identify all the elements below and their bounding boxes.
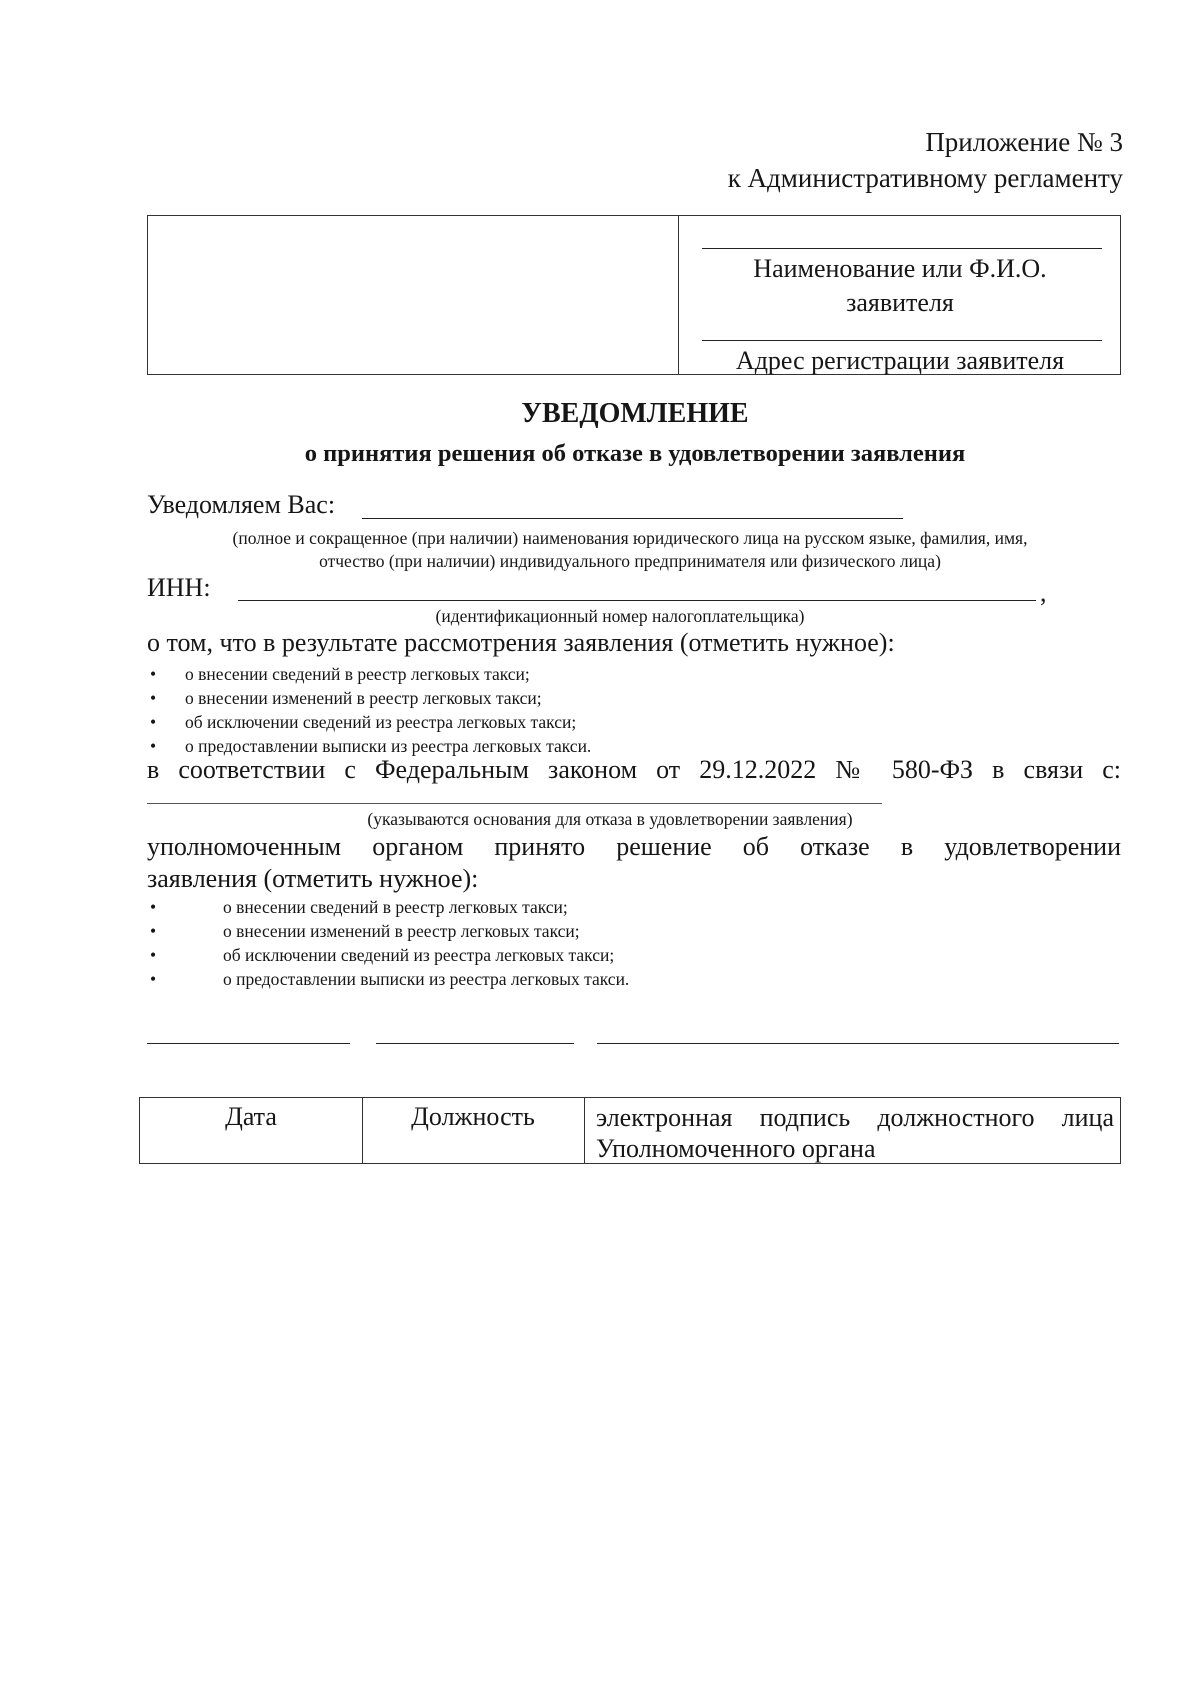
bullet-icon: • — [150, 969, 157, 989]
appendix-regulation: к Административному регламенту — [727, 163, 1123, 193]
inn-field[interactable] — [238, 600, 1036, 601]
bullet-icon: • — [150, 712, 157, 732]
esignature-label-1: электронная подпись должностного лица — [596, 1103, 1114, 1132]
bullet-icon: • — [150, 921, 157, 941]
date-column-label: Дата — [225, 1102, 277, 1131]
bullet-icon: • — [150, 897, 157, 917]
list-item: • о внесении сведений в реестр легковых такси; — [150, 897, 568, 917]
date-signature-line[interactable] — [147, 1043, 350, 1044]
recipient-hint-2: отчество (при наличии) индивидуального предпринимателя или физического лица) — [319, 551, 941, 571]
notify-label: Уведомляем Вас: — [147, 490, 336, 519]
applicant-name-line[interactable] — [702, 248, 1102, 249]
list-item: • о внесении изменений в реестр легковых такси; — [150, 921, 580, 941]
applicant-address-line[interactable] — [702, 340, 1102, 341]
applicant-name-label-1: Наименование или Ф.И.О. — [753, 254, 1047, 283]
review-options — [150, 662, 850, 758]
esignature-column — [584, 1098, 1122, 1163]
applicant-address-label: Адрес регистрации заявителя — [735, 346, 1065, 375]
decision-line-1: уполномоченным органом принято решение об отказе в удовлетворении — [147, 832, 1121, 861]
decision-options — [150, 895, 850, 991]
document-title: УВЕДОМЛЕНИЕ — [521, 398, 749, 429]
list-item: • об исключении сведений из реестра легковых такси; — [150, 945, 615, 965]
list-item: • о внесении сведений в реестр легковых такси; — [150, 664, 530, 684]
document-subtitle: о принятия решения об отказе в удовлетворении заявления — [304, 440, 966, 467]
refusal-reason-field[interactable] — [147, 803, 882, 804]
list-item: • о предоставлении выписки из реестра легковых такси. — [150, 736, 592, 756]
list-item: • о предоставлении выписки из реестра легковых такси. — [150, 969, 630, 989]
refusal-reason-hint: (указываются основания для отказа в удовлетворении заявления) — [367, 809, 853, 829]
list-item: • об исключении сведений из реестра легковых такси; — [150, 712, 577, 732]
esignature-label-2: Уполномоченного органа — [596, 1134, 876, 1163]
bullet-icon: • — [150, 664, 157, 684]
inn-hint: (идентификационный номер налогоплательщика) — [435, 606, 805, 626]
applicant-name-label-2: заявителя — [846, 288, 954, 317]
recipient-field[interactable] — [362, 518, 903, 519]
decision-line-2: заявления (отметить нужное): — [147, 864, 479, 893]
signature-table — [139, 1097, 1121, 1164]
position-column-label: Должность — [411, 1102, 535, 1131]
review-intro: о том, что в результате рассмотрения заявления (отметить нужное): — [147, 628, 895, 657]
inn-comma: , — [1040, 578, 1047, 607]
esignature-line[interactable] — [597, 1043, 1119, 1044]
recipient-hint-1: (полное и сокращенное (при наличии) наименования юридического лица на русском языке, фамилия, имя, — [232, 528, 1028, 548]
applicant-box — [147, 215, 1121, 375]
inn-label: ИНН: — [147, 573, 211, 602]
bullet-icon: • — [150, 736, 157, 756]
law-reference: в соответствии с Федеральным законом от 29.12.2022 № 580-ФЗ в связи с: — [147, 755, 1121, 784]
list-item: • о внесении изменений в реестр легковых такси; — [150, 688, 542, 708]
bullet-icon: • — [150, 688, 157, 708]
position-signature-line[interactable] — [376, 1043, 574, 1044]
bullet-icon: • — [150, 945, 157, 965]
appendix-number: Приложение № 3 — [925, 127, 1123, 157]
